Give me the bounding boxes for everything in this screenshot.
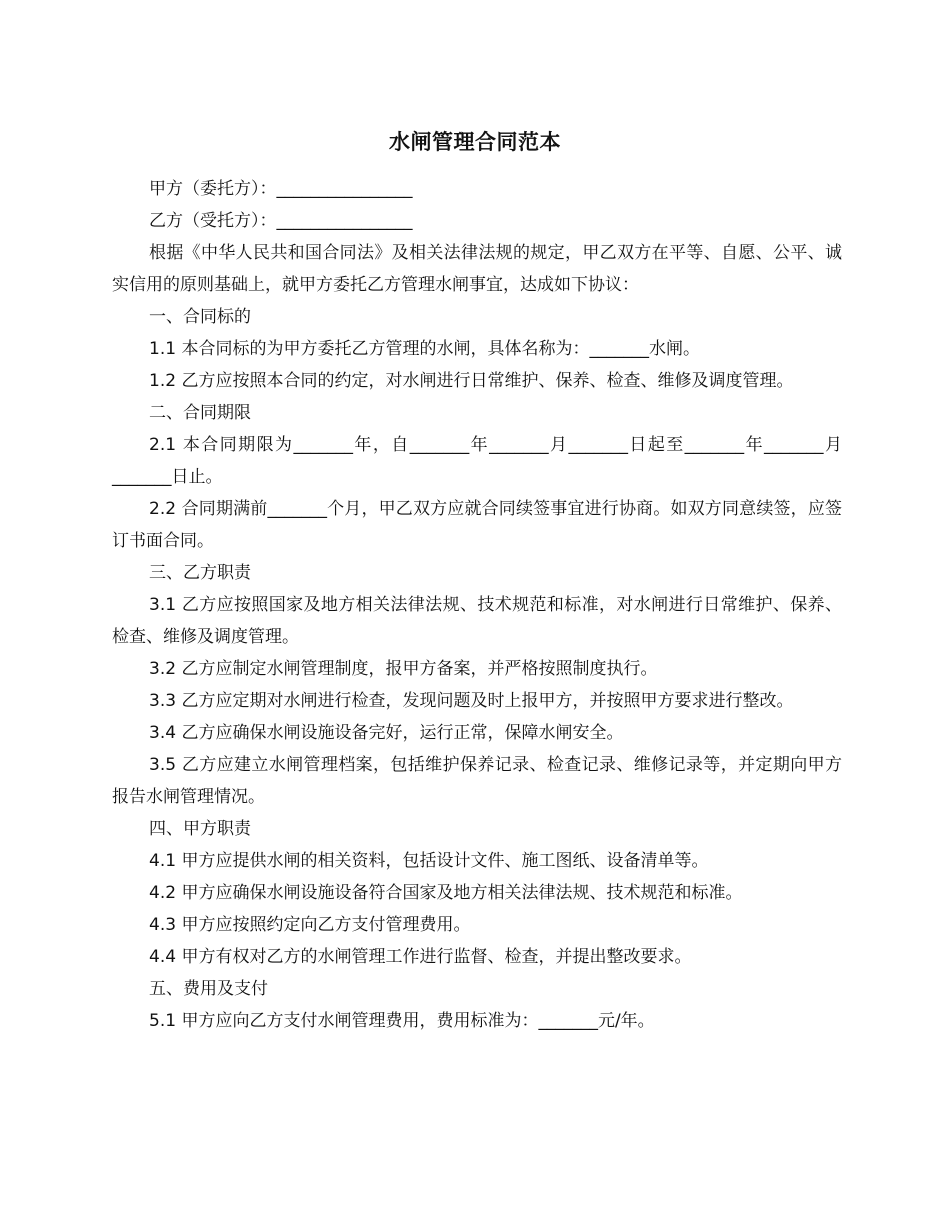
- clause-3-1: 3.1 乙方应按照国家及地方相关法律法规、技术规范和标准，对水闸进行日常维护、保养、检查、维修及调度管理。: [112, 595, 842, 647]
- clause-5-1: 5.1 甲方应向乙方支付水闸管理费用，费用标准为：_______元/年。: [149, 1011, 655, 1031]
- document-title: 水闸管理合同范本: [389, 130, 561, 154]
- section-heading-party-a-duties: 四、甲方职责: [149, 819, 251, 839]
- party-a-line: 甲方（委托方）：________________: [149, 179, 413, 199]
- party-b-line: 乙方（受托方）：________________: [149, 211, 413, 231]
- section-heading-fees: 五、费用及支付: [149, 979, 268, 999]
- section-heading-term: 二、合同期限: [149, 403, 251, 423]
- clause-3-2: 3.2 乙方应制定水闸管理制度，报甲方备案，并严格按照制度执行。: [149, 659, 658, 679]
- clause-4-4: 4.4 甲方有权对乙方的水闸管理工作进行监督、检查，并提出整改要求。: [149, 947, 692, 967]
- clause-4-1: 4.1 甲方应提供水闸的相关资料，包括设计文件、施工图纸、设备清单等。: [149, 851, 709, 871]
- section-heading-party-b-duties: 三、乙方职责: [149, 563, 251, 583]
- section-heading-subject: 一、合同标的: [149, 307, 251, 327]
- clause-3-3: 3.3 乙方应定期对水闸进行检查，发现问题及时上报甲方，并按照甲方要求进行整改。: [149, 691, 794, 711]
- clause-4-3: 4.3 甲方应按照约定向乙方支付管理费用。: [149, 915, 471, 935]
- clause-4-2: 4.2 甲方应确保水闸设施设备符合国家及地方相关法律法规、技术规范和标准。: [149, 883, 743, 903]
- clause-2-2: 2.2 合同期满前_______个月，甲乙双方应就合同续签事宜进行协商。如双方同意续签，应签订书面合同。: [112, 499, 842, 551]
- preamble-paragraph: 根据《中华人民共和国合同法》及相关法律法规的规定，甲乙双方在平等、自愿、公平、诚实信用的原则基础上，就甲方委托乙方管理水闸事宜，达成如下协议：: [112, 243, 842, 295]
- clause-1-1: 1.1 本合同标的为甲方委托乙方管理的水闸，具体名称为：_______水闸。: [149, 339, 700, 359]
- clause-3-4: 3.4 乙方应确保水闸设施设备完好，运行正常，保障水闸安全。: [149, 723, 624, 743]
- clause-1-2: 1.2 乙方应按照本合同的约定，对水闸进行日常维护、保养、检查、维修及调度管理。: [149, 371, 794, 391]
- document-body: [112, 173, 842, 1037]
- clause-3-5: 3.5 乙方应建立水闸管理档案，包括维护保养记录、检查记录、维修记录等，并定期向甲方报告水闸管理情况。: [112, 755, 842, 807]
- clause-2-1: 2.1 本合同期限为_______年，自_______年_______月_______日起至_______年_______月_______日止。: [112, 435, 842, 487]
